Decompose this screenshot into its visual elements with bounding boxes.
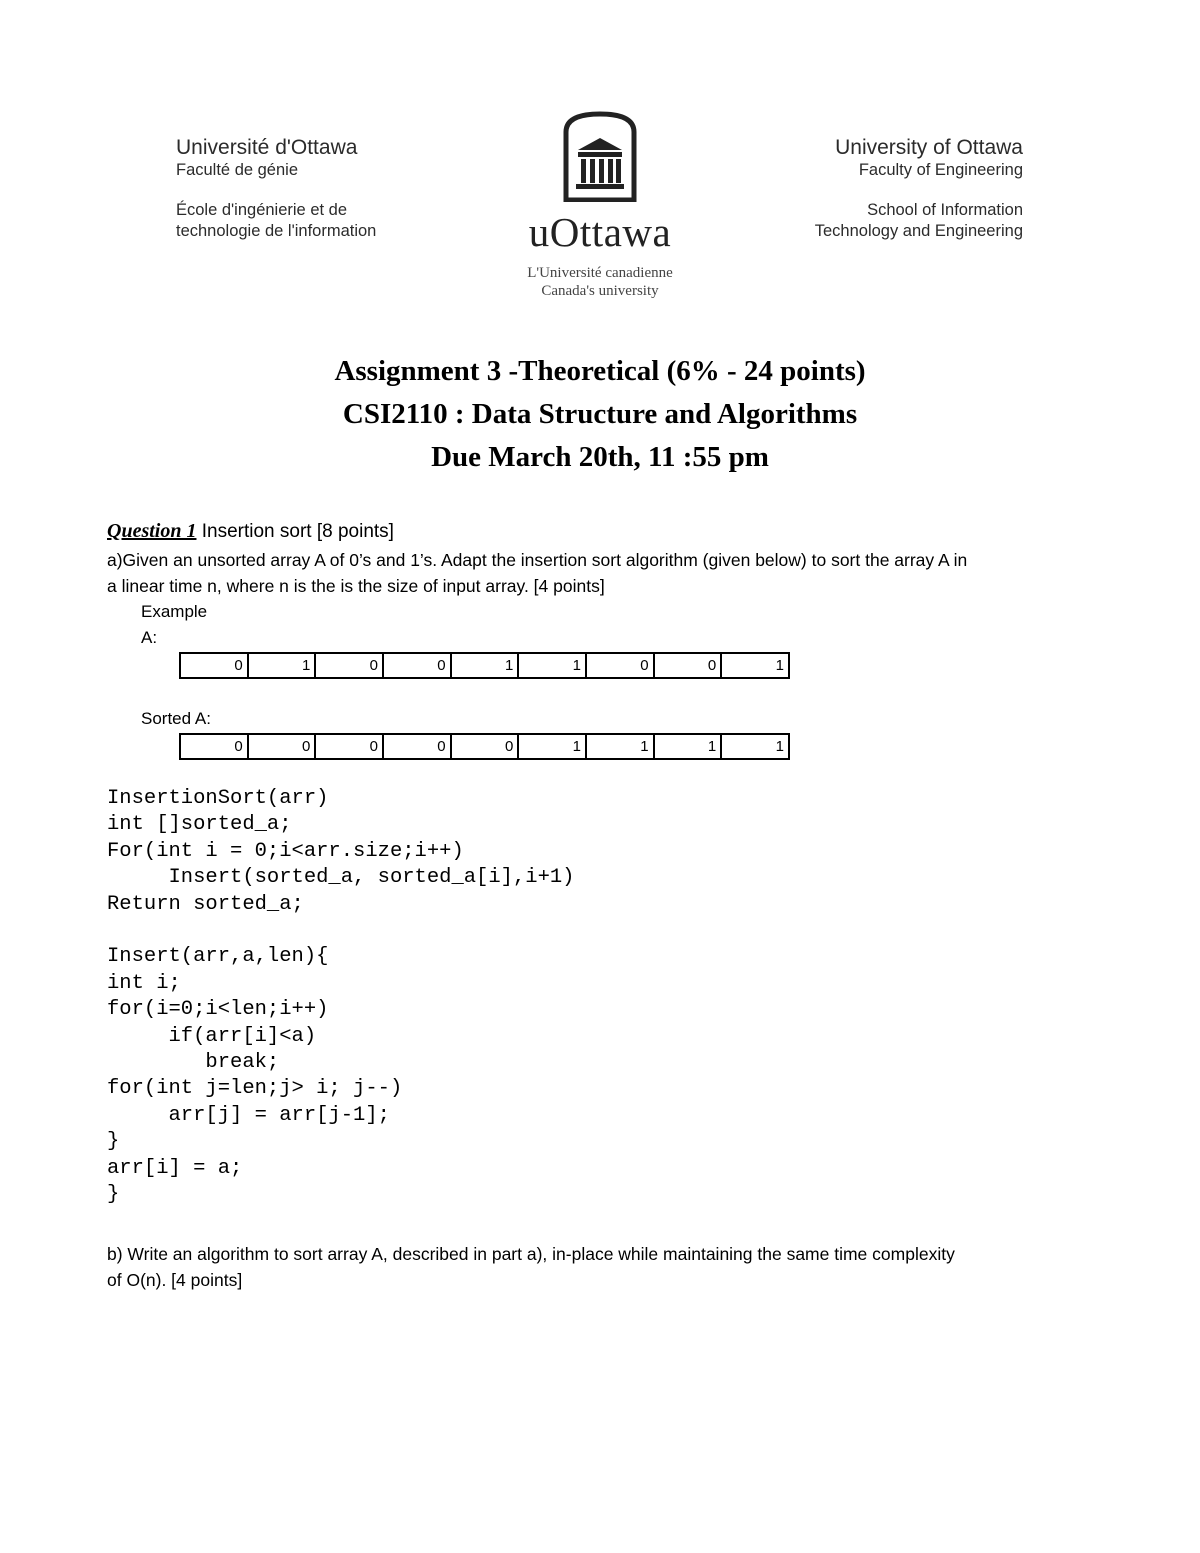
school-name-en-line2: Technology and Engineering [814, 222, 1023, 240]
university-name-en: University of Ottawa [835, 136, 1023, 159]
sorted-a-cell: 0 [180, 734, 248, 759]
part-b-line1: b) Write an algorithm to sort array A, described in part a), in-place while maintaining the same time complexity [107, 1244, 955, 1264]
array-a-cell: 0 [586, 653, 654, 678]
university-name-fr: Université d'Ottawa [176, 136, 358, 159]
part-b-line2: of O(n). [4 points] [107, 1270, 243, 1290]
example-label: Example [141, 602, 208, 621]
sorted-a-label: Sorted A: [141, 709, 211, 728]
question-title: Insertion sort [8 points] [196, 521, 394, 542]
course-title: CSI2110 : Data Structure and Algorithms [342, 398, 858, 430]
array-a-table [179, 652, 790, 679]
part-b-text [107, 1241, 1107, 1293]
sorted-a-cell: 1 [518, 734, 586, 759]
school-name-en-line1: School of Information [867, 201, 1023, 219]
array-a-cell: 0 [383, 653, 451, 678]
part-a-line2: a linear time n, where n is the is the size of input array. [4 points] [107, 576, 605, 596]
uottawa-wordmark: uOttawa [528, 209, 672, 255]
insertion-sort-code: InsertionSort(arr) int []sorted_a; For(int i = 0;i<arr.size;i++) Insert(sorted_a, sorted_a[i],i+1) Return sorted_a; Insert(arr,a,len){ int i; for(i=0;i<len;i++) if(arr[i]<a) break; for(int j=len;j> i; j--) arr[j] = arr[j-1]; } arr[i] = a; } [107, 787, 575, 1207]
part-a-line1: a)Given an unsorted array A of 0’s and 1’s. Adapt the insertion sort algorithm (given below) to sort the array A in [107, 550, 968, 570]
part-a-text [107, 547, 1107, 599]
sorted-a-row [180, 734, 789, 759]
header-french-block [176, 136, 376, 242]
sorted-a-cell: 0 [248, 734, 316, 759]
array-a-row [180, 653, 789, 678]
assignment-title: Assignment 3 -Theoretical (6% - 24 points) [334, 355, 866, 387]
sorted-a-cell: 0 [383, 734, 451, 759]
question-label: Question 1 [107, 520, 197, 542]
school-name-fr-line2: technologie de l'information [176, 222, 377, 240]
sorted-a-cell: 1 [721, 734, 789, 759]
array-a-cell: 1 [451, 653, 519, 678]
array-a-cell: 0 [180, 653, 248, 678]
sorted-a-table [179, 733, 790, 760]
sorted-a-cell: 0 [315, 734, 383, 759]
question-heading [107, 520, 394, 543]
due-date: Due March 20th, 11 :55 pm [431, 441, 769, 473]
uottawa-building-icon [560, 110, 640, 202]
faculty-name-fr: Faculté de génie [176, 161, 299, 179]
array-a-label: A: [141, 628, 158, 647]
sorted-a-cell: 0 [451, 734, 519, 759]
array-a-cell: 0 [315, 653, 383, 678]
school-name-fr-line1: École d'ingénierie et de [176, 201, 348, 219]
array-a-cell: 1 [248, 653, 316, 678]
array-a-cell: 1 [721, 653, 789, 678]
tagline-en: Canada's university [541, 283, 659, 299]
array-a-cell: 0 [654, 653, 722, 678]
array-a-cell: 1 [518, 653, 586, 678]
assignment-titles [0, 350, 1200, 479]
uottawa-logo [500, 110, 700, 300]
tagline-fr: L'Université canadienne [527, 265, 673, 281]
sorted-a-cell: 1 [586, 734, 654, 759]
sorted-a-cell: 1 [654, 734, 722, 759]
header-english-block [815, 136, 1023, 242]
faculty-name-en: Faculty of Engineering [858, 161, 1023, 179]
